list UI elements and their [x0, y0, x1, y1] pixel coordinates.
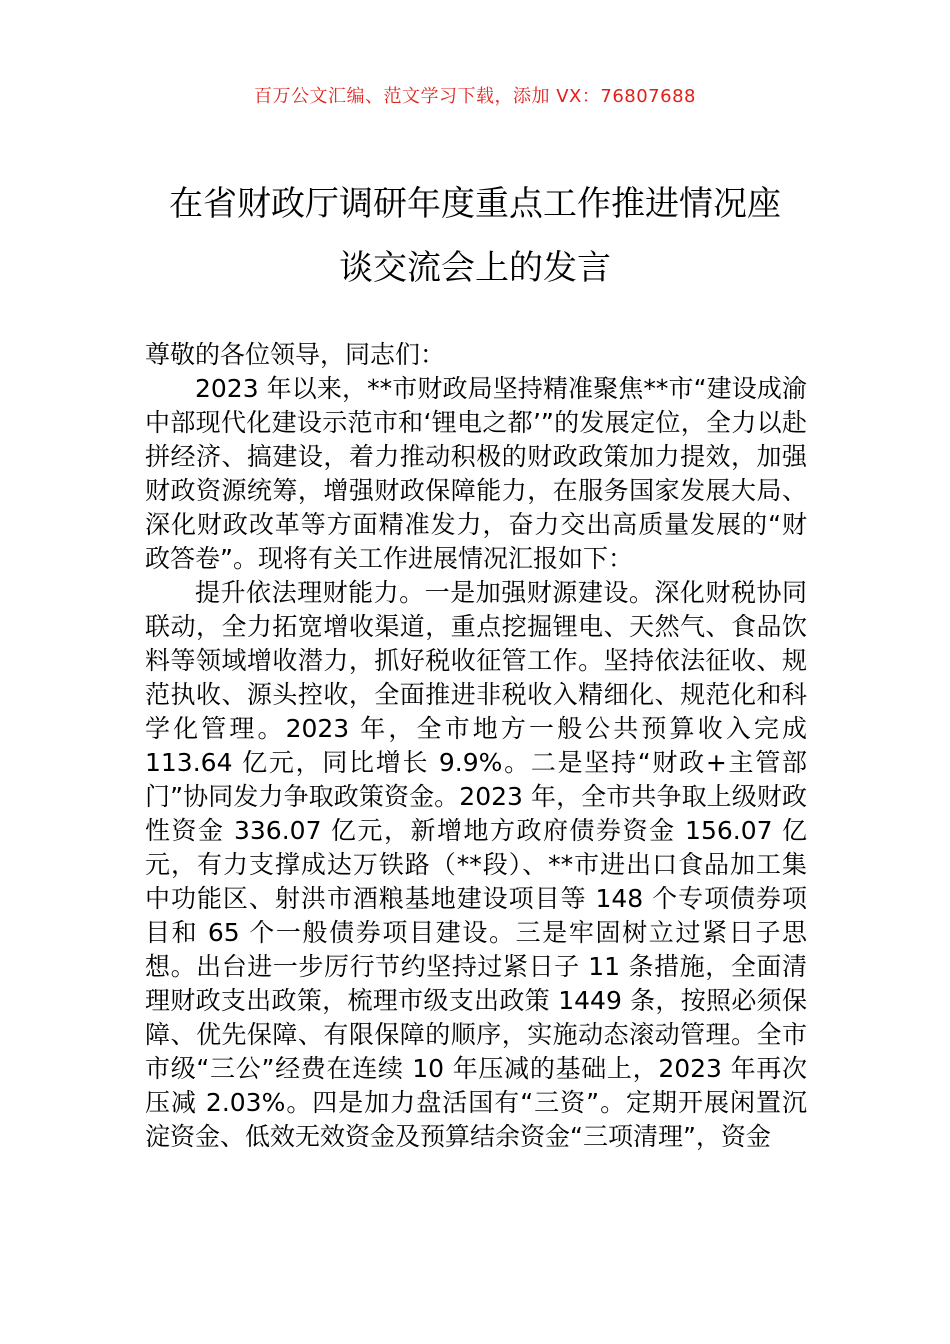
document-title [100, 172, 850, 300]
header-watermark-note: 百万公文汇编、范文学习下载，添加 VX：76807688 [254, 86, 696, 107]
document-title-line-1: 在省财政厅调研年度重点工作推进情况座 [169, 184, 781, 224]
document-body [145, 338, 807, 1154]
salutation: 尊敬的各位领导，同志们： [145, 340, 446, 369]
document-title-line-2: 谈交流会上的发言 [339, 248, 611, 288]
paragraph-intro: 2023 年以来，**市财政局坚持精准聚焦**市“建设成渝中部现代化建设示范市和‘锂电之都’”的发展定位，全力以赴拼经济、搞建设，着力推动积极的财政政策加力提效，加强财政资源统筹，增强财政保障能力，在服务国家发展大局、深化财政改革等方面精准发力，奋力交出高质量发展的“财政答卷”。现将有关工作进展情况汇报如下： [145, 374, 807, 573]
paragraph-fiscal-capacity: 提升依法理财能力。一是加强财源建设。深化财税协同联动，全力拓宽增收渠道，重点挖掘锂电、天然气、食品饮料等领域增收潜力，抓好税收征管工作。坚持依法征收、规范执收、源头控收，全面推进非税收入精细化、规范化和科学化管理。2023 年，全市地方一般公共预算收入完成 113.64 亿元，同比增长 9.9%。二是坚持“财政+主管部门”协同发力争取政策资金。2023 年，全市共争取上级财政性资金 336.07 亿元，新增地方政府债券资金 156.07 亿元，有力支撑成达万铁路（**段）、**市进出口食品加工集中功能区、射洪市酒粮基地建设项目等 148 个专项债券项目和 65 个一般债券项目建设。三是牢固树立过紧日子思想。出台进一步厉行节约坚持过紧日子 11 条措施，全面清理财政支出政策，梳理市级支出政策 1449 条，按照必须保障、优先保障、有限保障的顺序，实施动态滚动管理。全市市级“三公”经费在连续 10 年压减的基础上，2023 年再次压减 2.03%。四是加力盘活国有“三资”。定期开展闲置沉淀资金、低效无效资金及预算结余资金“三项清理”，资金 [145, 578, 807, 1151]
